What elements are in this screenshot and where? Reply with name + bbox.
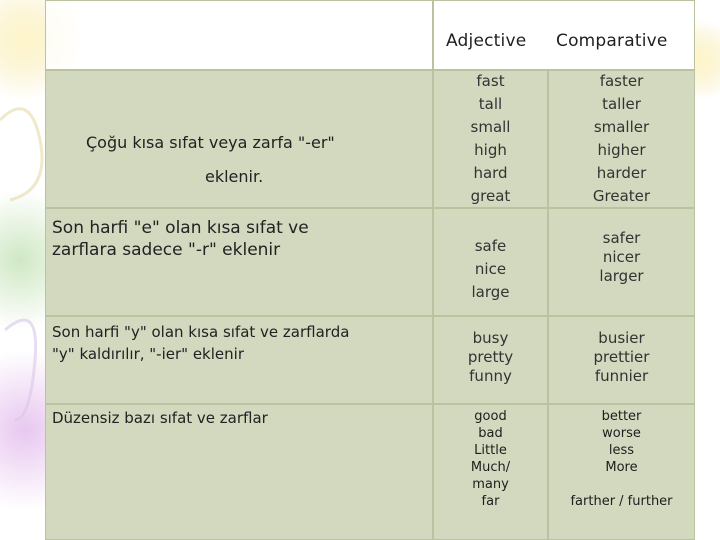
comparative-cell-2 [548,208,695,316]
adjective-cell-1 [433,70,548,208]
rule-cell-4 [45,404,433,540]
adjective-item: fast [476,72,505,90]
adjective-item: tall [478,95,503,113]
comparative-item: safer [602,228,641,247]
comparative-item: busier [598,328,645,347]
rule-cell-2 [45,208,433,316]
adjective-item: good [474,409,507,424]
adjective-item: nice [474,259,507,278]
comparative-cell-3 [548,316,695,404]
comparative-item: taller [602,95,641,113]
header-blank-cell [45,0,433,70]
adjective-item: bad [478,426,503,441]
column-header-comparative: Comparative [556,31,668,51]
adjective-item: hard [473,164,508,182]
comparative-cell-1 [548,70,695,208]
rule-cell-3 [45,316,433,404]
comparative-item: larger [599,266,644,285]
comparative-item: Greater [592,187,651,205]
adjective-item: many [472,477,509,492]
adjective-item: great [470,187,511,205]
comparative-item: funnier [594,366,649,385]
adjective-item: small [470,118,511,136]
adjective-item: high [474,141,507,159]
adjective-cell-2 [433,208,548,316]
rule-cell-1 [45,70,433,208]
rule-text-2-line-1: Son harfi "e" olan kısa sıfat ve [52,218,309,238]
adjective-item: funny [469,366,512,385]
rule-text-1-line-1: Çoğu kısa sıfat veya zarfa "-er" [86,133,335,152]
comparative-item: higher [597,141,646,159]
comparative-item: prettier [593,347,650,366]
comparative-item: More [605,460,638,475]
comparative-item: less [608,443,635,458]
adjective-cell-3 [433,316,548,404]
adjective-item: safe [474,236,507,255]
adjective-item: Little [474,443,507,458]
rule-text-4-line-1: Düzensiz bazı sıfat ve zarflar [52,409,268,427]
comparative-item: smaller [593,118,650,136]
adjective-item: busy [472,328,509,347]
rule-text-3-line-1: Son harfi "y" olan kısa sıfat ve zarflarda [52,323,350,341]
rule-text-3-line-2: "y" kaldırılır, "-ier" eklenir [52,345,244,363]
header-row [433,0,695,70]
adjective-item: far [481,494,500,509]
rule-text-2-line-2: zarflara sadece "-r" eklenir [52,240,281,260]
comparative-item: worse [602,426,641,441]
adjective-item: large [471,282,510,301]
comparative-item: nicer [602,247,641,266]
adjective-item: pretty [467,347,514,366]
comparative-item: better [601,409,642,424]
comparatives-table [45,0,695,540]
adjective-cell-4 [433,404,548,540]
comparative-item: harder [596,164,647,182]
comparative-cell-4 [548,404,695,540]
column-header-adjective: Adjective [446,31,527,51]
comparative-item: farther / further [570,494,673,509]
rule-text-1-line-2: eklenir. [205,167,264,186]
adjective-item: Much/ [470,460,511,475]
comparative-item: faster [599,72,644,90]
